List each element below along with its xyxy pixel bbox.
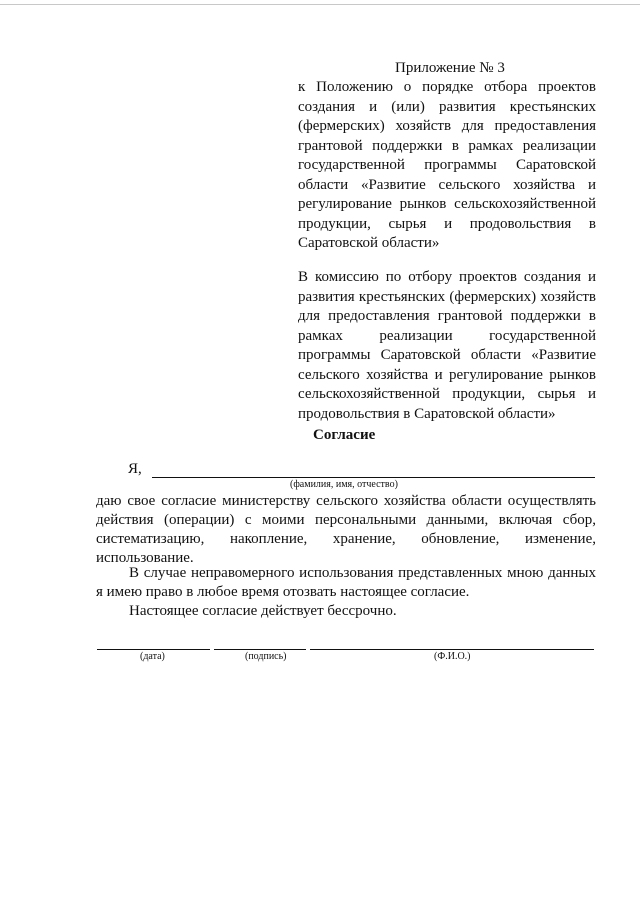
initials-field-line — [310, 649, 594, 650]
signature-field-line — [214, 649, 306, 650]
consent-paragraph-1: даю свое согласие министерству сельского хозяйства области осуществлять действия (операции) с моими персональными данными, включая сбор, систематизацию, накопление, хранение, обновление, изменение, использование. — [96, 493, 596, 566]
date-caption: (дата) — [140, 651, 165, 662]
consent-title: Согласие — [313, 427, 376, 443]
full-name-field-line — [152, 477, 595, 478]
consent-paragraph-3: Настоящее согласие действует бессрочно. — [129, 603, 397, 619]
name-prefix: Я, — [128, 461, 142, 477]
consent-paragraph-2: В случае неправомерного использования представленных мною данных я имею право в любое время отозвать настоящее согласие. — [96, 565, 596, 600]
full-name-caption: (фамилия, имя, отчество) — [290, 479, 398, 490]
appendix-title: Приложение № 3 — [395, 60, 505, 76]
appendix-reference-text: к Положению о порядке отбора проектов создания и (или) развития крестьянских (фермерских) хозяйств для предоставления грантовой поддержки в рамках реализации государственной программы Саратовской области «Развитие сельского хозяйства и регулирование рынков сельскохозяйственной продукции, сырья и продовольствия в Саратовской области» — [298, 79, 596, 251]
date-field-line — [97, 649, 210, 650]
initials-caption: (Ф.И.О.) — [434, 651, 471, 662]
signature-caption: (подпись) — [245, 651, 287, 662]
addressee-block: В комиссию по отбору проектов создания и развития крестьянских (фермерских) хозяйств для предоставления грантовой поддержки в рамках реализации государственной программы Саратовской области «Развитие сельского хозяйства и регулирование рынков сельскохозяйственной продукции, сырья и продовольствия в Саратовской области» — [298, 269, 596, 422]
top-border-line — [0, 4, 640, 5]
